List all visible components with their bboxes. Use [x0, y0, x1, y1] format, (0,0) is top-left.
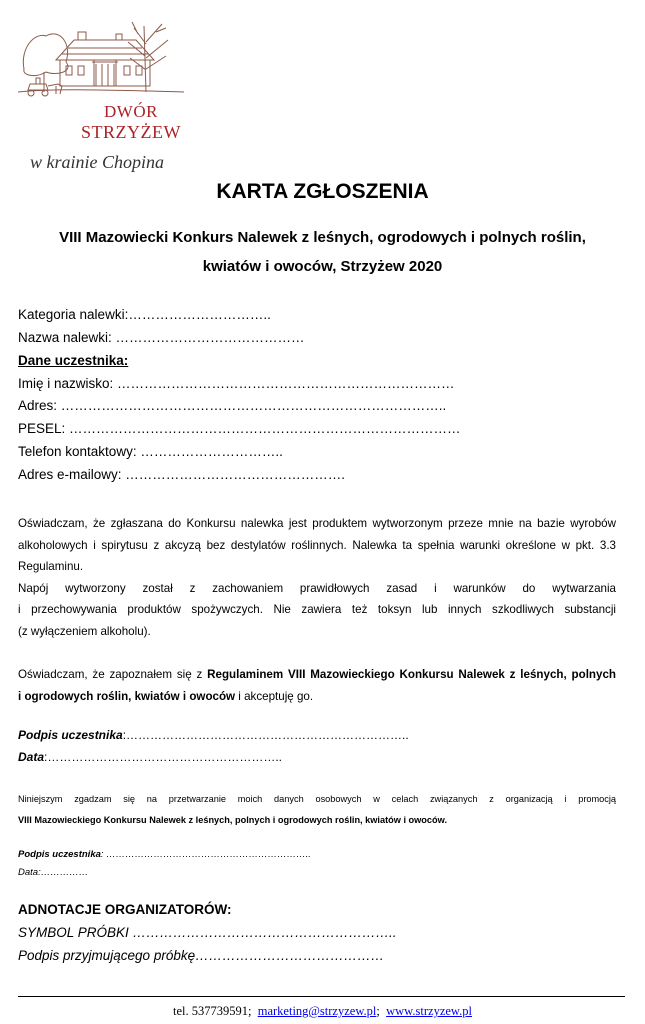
consent-line1: Niniejszym zgadzam się na przetwarzanie moich danych osobowych w celach związanych z organizacją i promocją	[18, 794, 616, 804]
field-telefon[interactable]: Telefon kontaktowy: …………………………..	[18, 444, 283, 459]
footer	[0, 1004, 645, 1019]
footer-divider	[18, 996, 625, 997]
declaration-line	[18, 686, 616, 708]
declaration-line: Napój wytworzony został z zachowaniem prawidłowych zasad i warunków do wytwarzania	[18, 581, 616, 595]
subtitle-line1: VIII Mazowiecki Konkurs Nalewek z leśnych, ogrodowych i polnych roślin,	[59, 229, 586, 246]
form-subtitle	[20, 223, 625, 281]
consent-line2: VIII Mazowieckiego Konkursu Nalewek z leśnych, polnych i ogrodowych roślin, kwiatów i owoców.	[18, 815, 448, 825]
brand-name-line2: STRZYŻEW	[81, 122, 181, 142]
field-adres[interactable]: Adres: …………………………………………………………………………..	[18, 398, 447, 413]
footer-website-link[interactable]: www.strzyzew.pl	[386, 1004, 472, 1018]
consent-signature-dots: : ………………………………………………………..	[100, 849, 311, 860]
declaration-line: Regulaminu.	[18, 560, 84, 573]
signature-line[interactable]	[18, 728, 409, 742]
date-dots: :…………………………………………………..	[44, 750, 283, 764]
field-imie-nazwisko[interactable]: Imię i nazwisko: …………………………………………………………………	[18, 376, 455, 391]
consent-signature-label: Podpis uczestnika	[18, 849, 101, 860]
field-nazwa[interactable]: Nazwa nalewki: ……………………………………	[18, 330, 305, 345]
organizer-notes-heading: ADNOTACJE ORGANIZATORÓW:	[18, 902, 232, 917]
form-title: KARTA ZGŁOSZENIA	[216, 180, 429, 203]
declaration-line: i przechowywania produktów spożywczych. Nie zawiera też toksyn lub innych szkodliwych substancji	[18, 603, 616, 616]
footer-separator: ;	[376, 1004, 380, 1018]
field-kategoria[interactable]: Kategoria nalewki:…………………………..	[18, 307, 271, 322]
manor-house-illustration	[16, 14, 186, 104]
logo	[16, 14, 186, 174]
field-pesel[interactable]: PESEL: ……………………………………………………………………………	[18, 421, 461, 436]
footer-email-link[interactable]: marketing@strzyzew.pl	[257, 1004, 377, 1018]
declaration-suffix: i akceptuję go.	[235, 689, 314, 703]
declaration-product	[18, 513, 616, 642]
declaration-line	[18, 664, 616, 686]
declaration-line: (z wyłączeniem alkoholu).	[18, 624, 151, 638]
subtitle-line2: kwiatów i owoców, Strzyżew 2020	[202, 258, 443, 275]
declaration-regulations	[18, 664, 616, 707]
declaration-line: alkoholowych i spirytusu z akcyzą bez destylatów roślinnych. Nalewka ta spełnia warunki określone w pkt. 3.3	[18, 538, 616, 552]
signature-label: Podpis uczestnika	[18, 728, 123, 742]
receiver-signature-line[interactable]: Podpis przyjmującego próbkę……………………………………	[18, 948, 385, 963]
date-line[interactable]	[18, 750, 282, 764]
date-label: Data	[18, 750, 45, 764]
brand-tagline: w krainie Chopina	[30, 152, 164, 172]
consent-date-line[interactable]: Data:……………	[18, 867, 89, 878]
participant-data-heading: Dane uczestnika:	[18, 353, 129, 368]
consent-text	[18, 789, 616, 831]
regulations-title-part1: Regulaminem VIII Mazowieckiego Konkursu Nalewek z leśnych, polnych	[207, 668, 616, 681]
footer-phone: tel. 537739591;	[173, 1004, 252, 1018]
sample-symbol-line[interactable]: SYMBOL PRÓBKI …………………………………………………..	[18, 925, 397, 940]
signature-dots: :……………………………………………………………..	[122, 728, 409, 742]
declaration-prefix: Oświadczam, że zapoznałem się z	[18, 668, 208, 681]
declaration-line: Oświadczam, że zgłaszana do Konkursu nalewka jest produktem wytworzonym przeze mnie na bazie wyrobów	[18, 517, 616, 530]
regulations-title-part2: i ogrodowych roślin, kwiatów i owoców	[18, 689, 236, 703]
brand-name-line1: DWÓR	[104, 102, 158, 121]
field-email[interactable]: Adres e-mailowy: ………………………………………….	[18, 467, 346, 482]
consent-signature-line[interactable]	[18, 849, 311, 860]
